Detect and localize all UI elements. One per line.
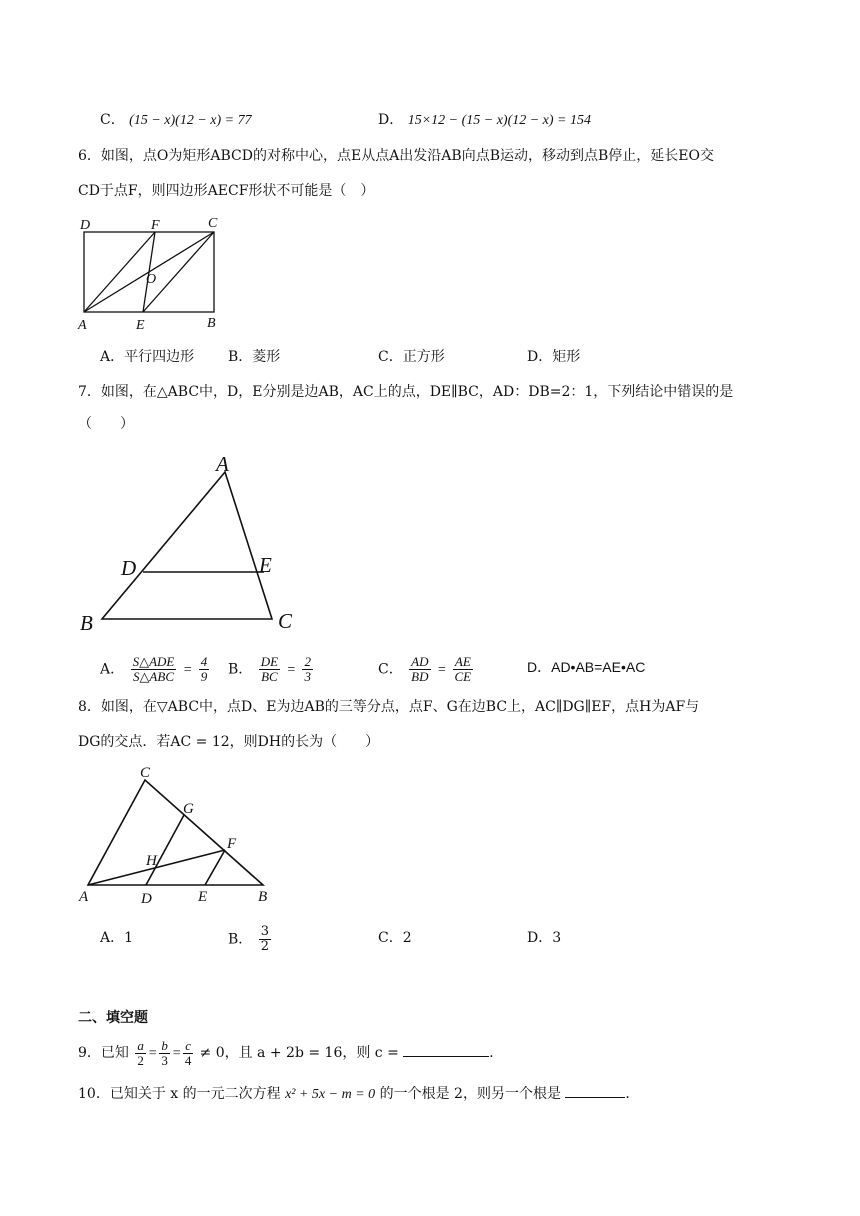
q9-condition: ≠ 0，且 a + 2b = 16，则 c = [199, 1045, 399, 1061]
q6-label-f: F [151, 218, 160, 233]
q5-option-d-label: D． [378, 112, 404, 128]
q6-stem-line1: 6．如图，点O为矩形ABCD的对称中心，点E从点A出发沿AB向点B运动，移动到点B停止，延长EO交 [78, 148, 714, 164]
q9-fraction-b [159, 1039, 170, 1068]
q8-option-d: D．3 [527, 930, 562, 946]
q10-suffix: ． [625, 1086, 640, 1102]
q8-option-b-numerator: 3 [260, 924, 270, 939]
q7-option-c-rhs-denominator: CE [454, 669, 472, 684]
q8-option-c: C．2 [378, 930, 412, 946]
q8-label-a: A [79, 889, 89, 905]
q7-option-a-denominator: S△ABC [132, 669, 174, 684]
q6-option-c: C．正方形 [378, 349, 445, 365]
q8-option-b [228, 925, 273, 954]
q7-option-c-lhs-denominator: BD [411, 669, 429, 684]
q6-label-e: E [136, 318, 145, 333]
q6-label-c: C [208, 216, 218, 231]
q9-answer-blank[interactable] [403, 1042, 489, 1057]
q9-fraction-b-numerator: b [161, 1037, 168, 1053]
q10-answer-blank[interactable] [565, 1083, 625, 1098]
q9-fraction-c-numerator: c [185, 1037, 192, 1053]
q7-stem-line1: 7．如图，在△ABC中，D，E分别是边AB，AC上的点，DE∥BC，AD：DB=2：1，下列结论中错误的是 [78, 384, 734, 400]
q7-label-c: C [278, 609, 293, 633]
q7-label-b: B [80, 611, 93, 635]
q7-option-b-denominator: BC [261, 669, 278, 684]
q5-option-c-label: C． [100, 112, 125, 128]
q5-option-d-expr: 15×12 − (15 − x)(12 − x) = 154 [407, 113, 591, 128]
q8-label-g: G [183, 801, 194, 817]
section-title-fill-in-blanks: 二、填空题 [78, 1010, 148, 1026]
q5-option-c-expr: (15 − x)(12 − x) = 77 [129, 113, 252, 128]
q8-option-b-denominator: 2 [260, 939, 270, 954]
q9-stem: 9．已知 $\frac{a}{2}$ = $\frac{b}{3}$ = $\frac{c}{4}$ ≠ 0，且 a + 2b = 16，则 c = ． [78, 1037, 504, 1068]
q8-stem-line2: DG的交点．若AC = 12，则DH的长为（ ） [78, 734, 380, 750]
q6-stem-line2: CD于点F，则四边形AECF形状不可能是（ ） [78, 183, 375, 199]
q7-option-b-rhs-numerator: 2 [304, 654, 311, 669]
q8-stem-line1: 8．如图，在▽ABC中，点D、E为边AB的三等分点，点F、G在边BC上，AC∥DG∥EF，点H为AF与 [78, 699, 700, 715]
q6-option-d: D．矩形 [527, 349, 581, 365]
q7-option-b-numerator: DE [260, 654, 279, 669]
q8-option-b-fraction [259, 925, 271, 954]
q8-label-e: E [198, 889, 208, 905]
q10-text-part1: 10．已知关于 x 的一元二次方程 [78, 1086, 281, 1102]
q7-option-b-label: B． [228, 661, 253, 678]
q10-stem [78, 1083, 639, 1105]
q9-fraction-c [183, 1039, 193, 1068]
q8-label-h: H [146, 853, 157, 869]
q9-fraction-a [135, 1039, 146, 1068]
q7-label-a: A [216, 452, 229, 476]
q7-option-c: C． $\frac{AD}{BD}$ = $\frac{AE}{CE}$ [378, 654, 472, 684]
q9-fraction-b-denominator: 3 [161, 1052, 168, 1068]
q7-label-e: E [259, 553, 272, 577]
q7-label-d: D [121, 556, 137, 580]
q10-text-part2: 的一个根是 2，则另一个根是 [379, 1086, 561, 1102]
q7-option-b-rhs-denominator: 3 [304, 669, 311, 684]
q8-label-f: F [227, 836, 237, 852]
q7-option-d: D．AD•AB=AE•AC [527, 659, 646, 675]
q7-option-a-rhs-denominator: 9 [200, 669, 208, 684]
q7-option-b: B． $\frac{DE}{BC}$ = $\frac{2}{3}$ [228, 654, 311, 684]
q6-option-a: A．平行四边形 [100, 349, 195, 365]
q6-label-d: D [80, 218, 91, 233]
q9-suffix: ． [489, 1045, 504, 1061]
q9-prefix: 9．已知 [78, 1045, 129, 1061]
q8-label-b: B [258, 889, 268, 905]
q8-label-d: D [141, 891, 152, 907]
q9-fraction-a-denominator: 2 [137, 1052, 144, 1068]
q6-label-b: B [207, 316, 216, 331]
q9-fraction-a-numerator: a [137, 1037, 144, 1053]
q8-triangle [88, 780, 263, 885]
q6-label-a: A [78, 318, 87, 333]
q8-option-a: A．1 [100, 930, 134, 946]
q9-fraction-c-denominator: 4 [184, 1052, 192, 1068]
q10-equation: x² + 5x − m = 0 [285, 1087, 376, 1102]
q6-label-o: O [146, 272, 157, 287]
q7-option-a-label: A． [100, 661, 125, 678]
q8-segment-dg [146, 815, 184, 885]
q8-label-c: C [140, 765, 151, 781]
q8-segment-ef [205, 850, 225, 885]
q7-stem-line2: （ ） [78, 416, 134, 432]
q7-option-c-label: C． [378, 661, 403, 678]
q7-option-c-lhs-numerator: AD [411, 654, 429, 669]
q6-option-b: B．菱形 [228, 349, 281, 365]
q8-option-b-label: B． [228, 931, 253, 948]
q7-option-c-rhs-numerator: AE [454, 654, 471, 669]
q7-option-a-numerator: S△ADE [132, 654, 175, 669]
q7-option-a-rhs-numerator: 4 [200, 654, 208, 669]
q7-option-a: A． $\frac{\text{S△ADE}}{\text{S△ABC}}$ = $\frac{4}{9}$ [100, 654, 208, 684]
